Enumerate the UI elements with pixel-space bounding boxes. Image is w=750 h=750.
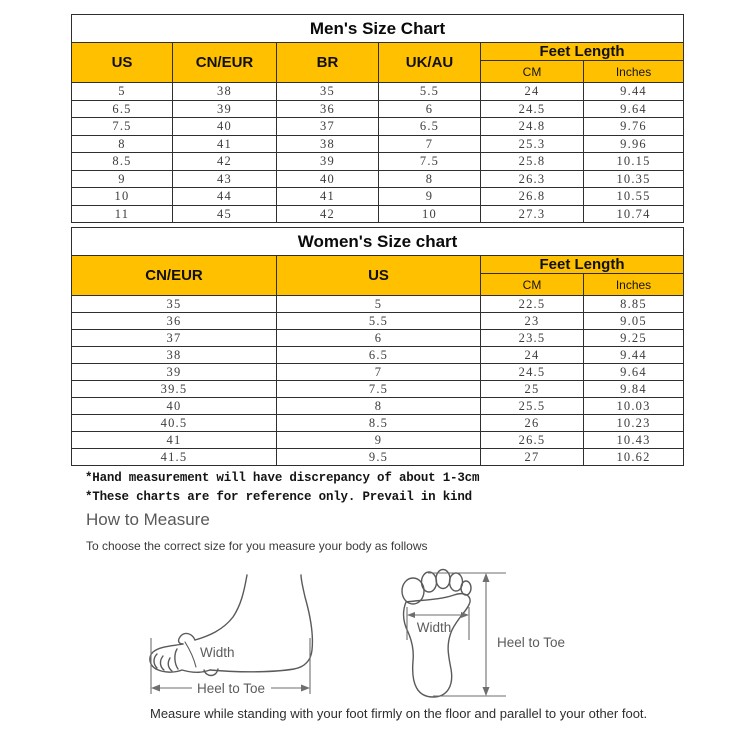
measure-instruction: Measure while standing with your foot firmly on the floor and parallel to your other foot. [150, 706, 648, 721]
table-cell: 5 [277, 296, 481, 313]
column-header-uk-au: UK/AU [379, 43, 481, 83]
table-cell: 7.5 [277, 381, 481, 398]
table-cell: 27 [481, 449, 584, 466]
table-row [72, 170, 684, 188]
table-cell: 9.44 [584, 83, 684, 101]
table-cell: 39.5 [72, 381, 277, 398]
table-cell: 41 [277, 188, 379, 206]
table-cell: 9.05 [584, 313, 684, 330]
how-to-measure-subtitle: To choose the correct size for you measure your body as follows [86, 539, 428, 553]
table-row [72, 205, 684, 223]
table-cell: 11 [72, 205, 173, 223]
table-title-row [72, 15, 684, 43]
table-cell: 36 [277, 100, 379, 118]
column-header-us: US [277, 256, 481, 296]
table-cell: 42 [277, 205, 379, 223]
table-cell: 9 [72, 170, 173, 188]
table-cell: 36 [72, 313, 277, 330]
table-row [72, 118, 684, 136]
table-cell: 10 [72, 188, 173, 206]
table-row [72, 330, 684, 347]
heel-to-toe-label: Heel to Toe [497, 635, 566, 650]
table-cell: 10.55 [584, 188, 684, 206]
table-cell: 39 [173, 100, 277, 118]
table-cell: 9 [277, 432, 481, 449]
table-row [72, 347, 684, 364]
table-cell: 26.3 [481, 170, 584, 188]
table-row [72, 381, 684, 398]
table-cell: 25.3 [481, 135, 584, 153]
table-cell: 23.5 [481, 330, 584, 347]
table-cell: 26 [481, 415, 584, 432]
table-cell: 9 [379, 188, 481, 206]
table-cell: 40 [173, 118, 277, 136]
how-to-measure-heading: How to Measure [86, 510, 210, 529]
table-cell: 6.5 [379, 118, 481, 136]
table-cell: 10.62 [584, 449, 684, 466]
table-row [72, 135, 684, 153]
table-cell: 8.85 [584, 296, 684, 313]
table-row [72, 313, 684, 330]
table-cell: 6 [379, 100, 481, 118]
table-cell: 26.5 [481, 432, 584, 449]
note-line: *These charts are for reference only. Prevail in kind [85, 489, 472, 504]
table-cell: 9.64 [584, 100, 684, 118]
column-header-cm: CM [481, 274, 584, 296]
column-header-inches: Inches [584, 274, 684, 296]
table-cell: 8 [277, 398, 481, 415]
table-cell: 43 [173, 170, 277, 188]
table-cell: 22.5 [481, 296, 584, 313]
table-cell: 40 [72, 398, 277, 415]
womens-size-chart-table [71, 227, 684, 466]
column-header-cn-eur: CN/EUR [72, 256, 277, 296]
table-row [72, 364, 684, 381]
table-cell: 7.5 [72, 118, 173, 136]
table-cell: 10.74 [584, 205, 684, 223]
table-cell: 6 [277, 330, 481, 347]
table-cell: 5.5 [277, 313, 481, 330]
table-cell: 35 [277, 83, 379, 101]
table-cell: 40 [277, 170, 379, 188]
column-header-us: US [72, 43, 173, 83]
table-cell: 8 [72, 135, 173, 153]
table-cell: 7.5 [379, 153, 481, 171]
table-cell: 24 [481, 347, 584, 364]
table-header-row [72, 43, 684, 61]
table-cell: 41 [173, 135, 277, 153]
table-cell: 41.5 [72, 449, 277, 466]
foot-top-view-diagram [398, 558, 578, 708]
table-cell: 45 [173, 205, 277, 223]
table-cell: 25 [481, 381, 584, 398]
womens-chart-title: Women's Size chart [72, 228, 684, 256]
table-title-row [72, 228, 684, 256]
table-row [72, 296, 684, 313]
table-cell: 7 [277, 364, 481, 381]
table-cell: 9.64 [584, 364, 684, 381]
table-cell: 38 [277, 135, 379, 153]
table-cell: 10 [379, 205, 481, 223]
table-cell: 24.8 [481, 118, 584, 136]
table-cell: 27.3 [481, 205, 584, 223]
table-header-row [72, 256, 684, 274]
table-row [72, 415, 684, 432]
table-row [72, 153, 684, 171]
table-cell: 38 [72, 347, 277, 364]
table-row [72, 83, 684, 101]
mens-size-chart-table [71, 14, 684, 223]
table-cell: 9.84 [584, 381, 684, 398]
column-header-br: BR [277, 43, 379, 83]
column-header-cm: CM [481, 61, 584, 83]
table-cell: 8.5 [277, 415, 481, 432]
table-cell: 8.5 [72, 153, 173, 171]
table-cell: 39 [72, 364, 277, 381]
table-row [72, 398, 684, 415]
mens-chart-title: Men's Size Chart [72, 15, 684, 43]
table-cell: 42 [173, 153, 277, 171]
table-cell: 9.25 [584, 330, 684, 347]
width-label: Width [416, 620, 452, 635]
mens-chart-body [72, 83, 684, 223]
table-cell: 9.76 [584, 118, 684, 136]
table-cell: 38 [173, 83, 277, 101]
column-header-feet-length: Feet Length [481, 43, 684, 61]
column-header-inches: Inches [584, 61, 684, 83]
table-cell: 40.5 [72, 415, 277, 432]
table-cell: 37 [277, 118, 379, 136]
table-cell: 37 [72, 330, 277, 347]
table-cell: 25.8 [481, 153, 584, 171]
table-row [72, 449, 684, 466]
width-label: Width [200, 645, 235, 660]
heel-to-toe-label: Heel to Toe [196, 681, 266, 696]
table-cell: 24.5 [481, 100, 584, 118]
table-cell: 10.35 [584, 170, 684, 188]
table-cell: 35 [72, 296, 277, 313]
table-cell: 6.5 [72, 100, 173, 118]
table-cell: 26.8 [481, 188, 584, 206]
table-cell: 5.5 [379, 83, 481, 101]
table-cell: 6.5 [277, 347, 481, 364]
table-row [72, 432, 684, 449]
disclaimer-notes [85, 469, 479, 506]
table-cell: 5 [72, 83, 173, 101]
table-row [72, 100, 684, 118]
table-cell: 10.03 [584, 398, 684, 415]
table-row [72, 188, 684, 206]
table-cell: 7 [379, 135, 481, 153]
table-cell: 44 [173, 188, 277, 206]
foot-side-view-diagram [146, 566, 336, 706]
table-cell: 23 [481, 313, 584, 330]
table-cell: 8 [379, 170, 481, 188]
table-cell: 10.15 [584, 153, 684, 171]
table-cell: 9.44 [584, 347, 684, 364]
table-cell: 25.5 [481, 398, 584, 415]
column-header-cn-eur: CN/EUR [173, 43, 277, 83]
table-cell: 41 [72, 432, 277, 449]
table-cell: 9.5 [277, 449, 481, 466]
note-line: *Hand measurement will have discrepancy of about 1-3cm [85, 471, 480, 485]
womens-chart-body [72, 296, 684, 466]
table-cell: 10.43 [584, 432, 684, 449]
table-cell: 24.5 [481, 364, 584, 381]
column-header-feet-length: Feet Length [481, 256, 684, 274]
table-cell: 24 [481, 83, 584, 101]
table-cell: 9.96 [584, 135, 684, 153]
table-cell: 39 [277, 153, 379, 171]
table-cell: 10.23 [584, 415, 684, 432]
